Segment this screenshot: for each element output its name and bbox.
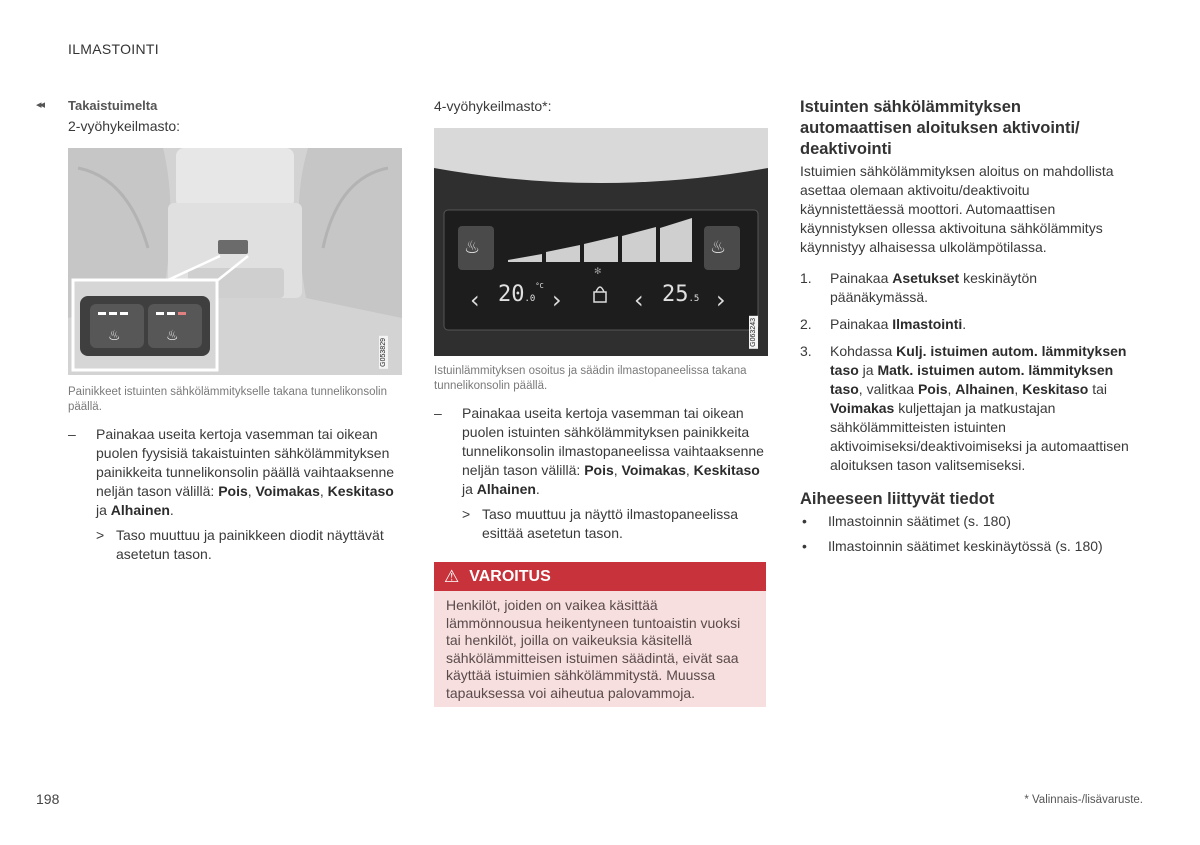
warning-header — [434, 562, 766, 591]
zone-label-2: 2-vyöhykeilmasto: — [68, 118, 181, 134]
left-temperature: $20.0^{^\circ C}$ — [498, 282, 544, 307]
list-item: 3. Kohdassa Kulj. istuimen autom. lämmityksen taso ja Matk. istuimen autom. lämmityksen taso, valitkaa Pois, Alhainen, Keskitaso tai Voimakas kuljettajan ja matkustajan sähkölämmitteisten istuinten aktivoimiseksi/deaktivoimiseksi ja automaattisen aloituksen tason valitsemiseksi. — [800, 343, 1129, 473]
result-item: > Taso muuttuu ja painikkeen diodit näyttävät asetetun tason. — [96, 527, 384, 562]
figure-rear-seat-buttons — [68, 148, 402, 375]
related-heading: Aiheeseen liittyvät tiedot — [800, 490, 995, 508]
intro-paragraph: Istuimien sähkölämmityksen aloitus on mahdollista asettaa olemaan aktivoitu/deaktivoitu käynnistettäessä moottori. Automaattisen käynnistyksen ollessa aktivoituna sähkölämmitys käynnistyy alhaisessa ulkolämpötilassa. — [800, 163, 1114, 255]
warning-title: VAROITUS — [469, 567, 551, 585]
section-heading: Istuinten sähkölämmityksen automaattisen aloituksen aktivointi/ deaktivointi — [800, 98, 1080, 158]
step-item: – Painakaa useita kertoja vasemman tai oikean puolen istuinten sähkölämmityksen painikkeita tunnelikonsolin ilmastopaneelissa vaihtaaksenne neljän tason välillä: Pois, Voimakas, Keskitaso ja Alhainen. — [434, 405, 764, 497]
instruction-middle — [434, 404, 766, 543]
figure-code: G063243 — [750, 318, 757, 347]
right-temperature: 25.5 — [662, 282, 700, 307]
list-item: 2. Painakaa Ilmastointi. — [800, 316, 967, 332]
svg-text:♨: ♨ — [464, 237, 481, 258]
svg-text:✻: ✻ — [594, 267, 602, 277]
footnote: * Valinnais-/lisävaruste. — [1024, 794, 1143, 806]
zone-label-4: 4-vyöhykeilmasto*: — [434, 98, 552, 114]
result-item: > Taso muuttuu ja näyttö ilmastopaneelissa esittää asetetun tason. — [462, 506, 739, 541]
instruction-left — [68, 425, 400, 564]
warning-icon: ⚠ — [444, 566, 460, 586]
related-link[interactable]: • Ilmastoinnin säätimet (s. 180) — [802, 513, 1011, 529]
step-item: – Painakaa useita kertoja vasemman tai oikean puolen fyysisiä takaistuinten sähkölämmityksen painikkeita tunnelikonsolin päällä vaihtaaksenne neljän tason välillä: Pois, Voimakas, Keskitaso ja Alhainen. — [68, 426, 395, 518]
related-link[interactable]: • Ilmastoinnin säätimet keskinäytössä (s. 180) — [802, 538, 1103, 554]
bullet-icon: • — [802, 538, 807, 554]
figure-rear-climate-panel — [434, 128, 768, 356]
result-mark: > — [462, 506, 471, 522]
list-item: 1. Painakaa Asetukset keskinäytön päänäkymässä. — [800, 270, 1038, 305]
subsection-title: Takaistuimelta — [68, 98, 158, 113]
svg-text:›: › — [716, 286, 726, 314]
svg-text:›: › — [552, 286, 562, 314]
svg-text:♨: ♨ — [710, 237, 727, 258]
warning-box — [434, 562, 766, 707]
figure-caption-middle: Istuinlämmityksen osoitus ja säädin ilmastopaneelissa takana tunnelikonsolin päällä. — [434, 365, 747, 392]
svg-text:♨: ♨ — [166, 328, 179, 344]
figure-code: G053829 — [380, 338, 387, 367]
rear-console-illustration — [68, 148, 402, 375]
svg-text:‹: ‹ — [470, 286, 480, 314]
bullet-icon: • — [802, 513, 807, 529]
column-right — [800, 97, 1130, 556]
section-header: ILMASTOINTI — [68, 41, 159, 57]
figure-caption-left: Painikkeet istuinten sähkölämmitykselle takana tunnelikonsolin päällä. — [68, 386, 387, 413]
climate-panel-illustration — [434, 128, 768, 356]
column-left — [68, 98, 400, 134]
back-arrows-icon[interactable]: ◂◂ — [36, 99, 44, 111]
svg-text:‹: ‹ — [634, 286, 644, 314]
result-mark: > — [96, 527, 105, 543]
svg-text:♨: ♨ — [108, 328, 121, 344]
dash-mark: – — [434, 405, 442, 421]
warning-text: Henkilöt, joiden on vaikea käsittää lämmönnousua heikentyneen tuntoaistin vuoksi tai henkilöt, joilla on vaikeuksia käsitellä sähkölämmitteisen istuimen säädintä, eivät saa käyttää istuimien sähkölämmitystä. Muussa tapauksessa voi aiheutua palovammoja. — [446, 597, 741, 701]
dash-mark: – — [68, 426, 76, 442]
page-number: 198 — [36, 791, 60, 807]
